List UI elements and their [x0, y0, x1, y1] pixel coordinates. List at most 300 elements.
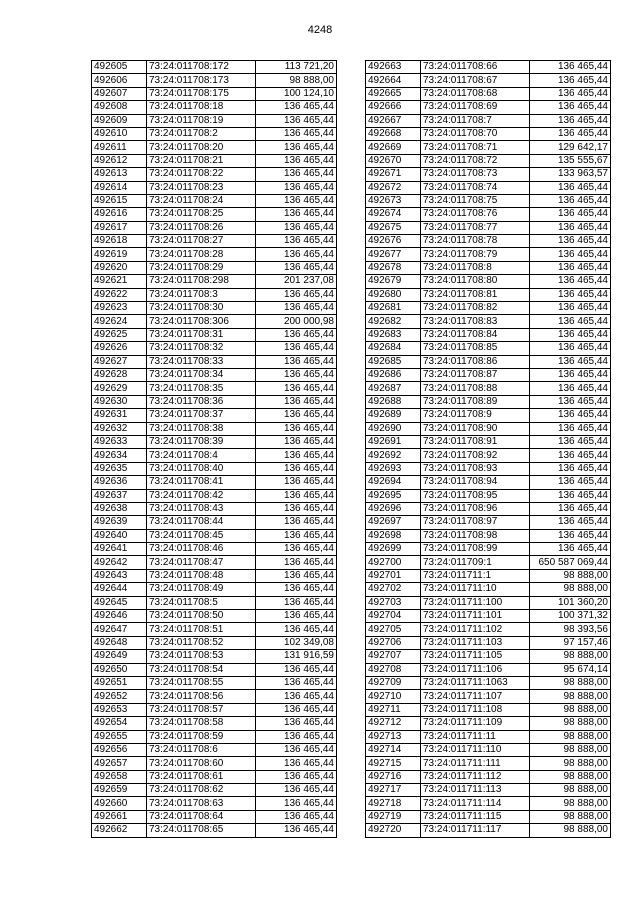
table-row	[366, 489, 611, 502]
table-row	[92, 717, 337, 730]
record-number: 492703	[366, 596, 421, 609]
record-number: 492689	[366, 409, 421, 422]
cadastral-value: 98 888,00	[530, 730, 611, 743]
cadastral-number: 73:24:011711:111	[421, 757, 530, 770]
table-row	[366, 676, 611, 689]
cadastral-number: 73:24:011708:32	[147, 342, 256, 355]
table-row	[92, 342, 337, 355]
table-row	[366, 610, 611, 623]
record-number: 492694	[366, 476, 421, 489]
cadastral-value: 98 888,00	[530, 690, 611, 703]
cadastral-value: 136 465,44	[530, 101, 611, 114]
cadastral-value: 136 465,44	[256, 797, 337, 810]
record-number: 492626	[92, 342, 147, 355]
record-number: 492658	[92, 770, 147, 783]
cadastral-number: 73:24:011708:70	[421, 127, 530, 140]
cadastral-value: 98 888,00	[530, 650, 611, 663]
cadastral-number: 73:24:011711:10	[421, 583, 530, 596]
cadastral-value: 136 465,44	[256, 543, 337, 556]
cadastral-number: 73:24:011708:46	[147, 543, 256, 556]
record-number: 492668	[366, 127, 421, 140]
cadastral-value: 136 465,44	[530, 462, 611, 475]
table-row	[92, 87, 337, 100]
table-row	[366, 770, 611, 783]
table-row	[366, 382, 611, 395]
table-row	[92, 650, 337, 663]
table-row	[92, 516, 337, 529]
table-row	[366, 502, 611, 515]
table-row	[366, 784, 611, 797]
cadastral-number: 73:24:011711:11	[421, 730, 530, 743]
cadastral-number: 73:24:011711:107	[421, 690, 530, 703]
cadastral-value: 136 465,44	[256, 502, 337, 515]
cadastral-number: 73:24:011711:102	[421, 623, 530, 636]
record-number: 492608	[92, 101, 147, 114]
table-row	[366, 235, 611, 248]
cadastral-value: 133 963,57	[530, 168, 611, 181]
cadastral-value: 136 465,44	[256, 261, 337, 274]
table-row	[92, 583, 337, 596]
table-row	[92, 208, 337, 221]
table-row	[366, 717, 611, 730]
cadastral-number: 73:24:011708:66	[421, 61, 530, 74]
cadastral-number: 73:24:011708:75	[421, 194, 530, 207]
record-number: 492624	[92, 315, 147, 328]
cadastral-number: 73:24:011708:90	[421, 422, 530, 435]
table-row	[366, 824, 611, 837]
record-number: 492706	[366, 636, 421, 649]
cadastral-number: 73:24:011708:80	[421, 275, 530, 288]
table-row	[366, 221, 611, 234]
record-number: 492639	[92, 516, 147, 529]
record-number: 492612	[92, 154, 147, 167]
record-number: 492687	[366, 382, 421, 395]
cadastral-number: 73:24:011708:4	[147, 449, 256, 462]
table-row	[366, 757, 611, 770]
cadastral-number: 73:24:011708:97	[421, 516, 530, 529]
cadastral-number: 73:24:011708:172	[147, 61, 256, 74]
record-number: 492634	[92, 449, 147, 462]
table-row	[92, 824, 337, 837]
record-number: 492644	[92, 583, 147, 596]
record-number: 492660	[92, 797, 147, 810]
table-row	[92, 556, 337, 569]
cadastral-number: 73:24:011708:91	[421, 435, 530, 448]
cadastral-number: 73:24:011708:39	[147, 435, 256, 448]
table-row	[92, 221, 337, 234]
record-number: 492622	[92, 288, 147, 301]
table-row	[366, 368, 611, 381]
cadastral-value: 136 465,44	[530, 422, 611, 435]
cadastral-value: 100 371,32	[530, 610, 611, 623]
cadastral-number: 73:24:011708:81	[421, 288, 530, 301]
table-row	[92, 636, 337, 649]
cadastral-number: 73:24:011708:54	[147, 663, 256, 676]
cadastral-number: 73:24:011711:117	[421, 824, 530, 837]
record-number: 492653	[92, 703, 147, 716]
record-number: 492636	[92, 476, 147, 489]
table-row	[92, 663, 337, 676]
table-row	[366, 328, 611, 341]
record-number: 492693	[366, 462, 421, 475]
table-row	[366, 302, 611, 315]
table-row	[366, 288, 611, 301]
cadastral-number: 73:24:011708:30	[147, 302, 256, 315]
table-row	[92, 757, 337, 770]
table-row	[92, 261, 337, 274]
table-row	[366, 87, 611, 100]
cadastral-value: 95 674,14	[530, 663, 611, 676]
cadastral-number: 73:24:011708:58	[147, 717, 256, 730]
cadastral-value: 98 888,00	[530, 703, 611, 716]
table-row	[92, 623, 337, 636]
cadastral-number: 73:24:011708:23	[147, 181, 256, 194]
table-row	[366, 583, 611, 596]
record-number: 492616	[92, 208, 147, 221]
record-number: 492712	[366, 717, 421, 730]
cadastral-number: 73:24:011711:1063	[421, 676, 530, 689]
cadastral-value: 136 465,44	[256, 449, 337, 462]
cadastral-value: 136 465,44	[530, 275, 611, 288]
table-row	[366, 61, 611, 74]
table-row	[92, 248, 337, 261]
cadastral-number: 73:24:011708:71	[421, 141, 530, 154]
cadastral-number: 73:24:011708:2	[147, 127, 256, 140]
cadastral-value: 98 888,00	[530, 569, 611, 582]
table-row	[92, 797, 337, 810]
cadastral-value: 136 465,44	[530, 382, 611, 395]
record-number: 492697	[366, 516, 421, 529]
cadastral-number: 73:24:011708:93	[421, 462, 530, 475]
cadastral-number: 73:24:011708:6	[147, 743, 256, 756]
record-number: 492683	[366, 328, 421, 341]
cadastral-value: 97 157,46	[530, 636, 611, 649]
table-row	[366, 650, 611, 663]
cadastral-number: 73:24:011708:74	[421, 181, 530, 194]
cadastral-value: 136 465,44	[256, 516, 337, 529]
cadastral-value: 98 888,00	[530, 797, 611, 810]
cadastral-number: 73:24:011708:78	[421, 235, 530, 248]
cadastral-value: 136 465,44	[256, 422, 337, 435]
record-number: 492666	[366, 101, 421, 114]
cadastral-value: 136 465,44	[256, 342, 337, 355]
cadastral-number: 73:24:011708:173	[147, 74, 256, 87]
record-number: 492710	[366, 690, 421, 703]
table-row	[92, 194, 337, 207]
record-number: 492676	[366, 235, 421, 248]
table-row	[366, 810, 611, 823]
table-row	[92, 154, 337, 167]
cadastral-number: 73:24:011708:64	[147, 810, 256, 823]
table-row	[92, 114, 337, 127]
cadastral-number: 73:24:011708:88	[421, 382, 530, 395]
record-number: 492672	[366, 181, 421, 194]
cadastral-number: 73:24:011708:83	[421, 315, 530, 328]
cadastral-value: 136 465,44	[256, 556, 337, 569]
table-row	[366, 596, 611, 609]
cadastral-value: 136 465,44	[256, 168, 337, 181]
cadastral-number: 73:24:011708:63	[147, 797, 256, 810]
cadastral-number: 73:24:011711:103	[421, 636, 530, 649]
cadastral-value: 136 465,44	[256, 235, 337, 248]
table-row	[92, 328, 337, 341]
cadastral-value: 136 465,44	[256, 824, 337, 837]
table-row	[366, 275, 611, 288]
cadastral-number: 73:24:011708:21	[147, 154, 256, 167]
cadastral-number: 73:24:011708:55	[147, 676, 256, 689]
cadastral-value: 98 888,00	[530, 824, 611, 837]
table-row	[366, 181, 611, 194]
cadastral-number: 73:24:011708:29	[147, 261, 256, 274]
record-number: 492614	[92, 181, 147, 194]
cadastral-value: 136 465,44	[256, 435, 337, 448]
cadastral-number: 73:24:011708:87	[421, 368, 530, 381]
record-number: 492714	[366, 743, 421, 756]
table-row	[366, 516, 611, 529]
cadastral-number: 73:24:011711:114	[421, 797, 530, 810]
record-number: 492671	[366, 168, 421, 181]
cadastral-value: 136 465,44	[530, 127, 611, 140]
cadastral-number: 73:24:011708:7	[421, 114, 530, 127]
cadastral-value: 98 888,00	[530, 784, 611, 797]
table-row	[92, 168, 337, 181]
cadastral-number: 73:24:011708:9	[421, 409, 530, 422]
record-number: 492640	[92, 529, 147, 542]
record-number: 492630	[92, 395, 147, 408]
record-number: 492695	[366, 489, 421, 502]
table-row	[366, 315, 611, 328]
cadastral-number: 73:24:011708:77	[421, 221, 530, 234]
cadastral-number: 73:24:011708:86	[421, 355, 530, 368]
record-number: 492709	[366, 676, 421, 689]
table-row	[92, 409, 337, 422]
table-row	[92, 529, 337, 542]
record-number: 492618	[92, 235, 147, 248]
cadastral-number: 73:24:011708:38	[147, 422, 256, 435]
table-row	[366, 797, 611, 810]
table-row	[366, 208, 611, 221]
cadastral-value: 98 888,00	[530, 757, 611, 770]
cadastral-value: 136 465,44	[530, 315, 611, 328]
table-row	[92, 690, 337, 703]
record-number: 492685	[366, 355, 421, 368]
record-number: 492702	[366, 583, 421, 596]
table-row	[366, 74, 611, 87]
cadastral-value: 100 124,10	[256, 87, 337, 100]
cadastral-value: 136 465,44	[256, 154, 337, 167]
record-number: 492647	[92, 623, 147, 636]
record-number: 492643	[92, 569, 147, 582]
record-number: 492684	[366, 342, 421, 355]
table-row	[366, 409, 611, 422]
cadastral-number: 73:24:011708:79	[421, 248, 530, 261]
cadastral-value: 98 888,00	[530, 717, 611, 730]
table-row	[366, 663, 611, 676]
cadastral-number: 73:24:011708:57	[147, 703, 256, 716]
record-number: 492708	[366, 663, 421, 676]
right-register-table	[365, 60, 611, 838]
record-number: 492649	[92, 650, 147, 663]
record-number: 492698	[366, 529, 421, 542]
record-number: 492686	[366, 368, 421, 381]
cadastral-number: 73:24:011708:98	[421, 529, 530, 542]
table-row	[92, 476, 337, 489]
cadastral-value: 136 465,44	[530, 74, 611, 87]
cadastral-number: 73:24:011711:113	[421, 784, 530, 797]
cadastral-number: 73:24:011708:8	[421, 261, 530, 274]
cadastral-number: 73:24:011708:18	[147, 101, 256, 114]
record-number: 492656	[92, 743, 147, 756]
record-number: 492657	[92, 757, 147, 770]
cadastral-number: 73:24:011708:43	[147, 502, 256, 515]
cadastral-value: 136 465,44	[530, 302, 611, 315]
cadastral-value: 136 465,44	[256, 596, 337, 609]
table-row	[366, 141, 611, 154]
cadastral-value: 136 465,44	[530, 328, 611, 341]
cadastral-number: 73:24:011709:1	[421, 556, 530, 569]
record-number: 492691	[366, 435, 421, 448]
cadastral-value: 136 465,44	[256, 328, 337, 341]
record-number: 492701	[366, 569, 421, 582]
cadastral-number: 73:24:011708:73	[421, 168, 530, 181]
cadastral-value: 136 465,44	[530, 288, 611, 301]
cadastral-value: 200 000,98	[256, 315, 337, 328]
cadastral-value: 136 465,44	[256, 676, 337, 689]
cadastral-value: 136 465,44	[530, 208, 611, 221]
cadastral-value: 98 393,56	[530, 623, 611, 636]
record-number: 492617	[92, 221, 147, 234]
table-row	[92, 610, 337, 623]
cadastral-number: 73:24:011708:44	[147, 516, 256, 529]
cadastral-value: 98 888,00	[530, 743, 611, 756]
cadastral-value: 136 465,44	[530, 355, 611, 368]
cadastral-number: 73:24:011708:25	[147, 208, 256, 221]
table-row	[92, 596, 337, 609]
cadastral-number: 73:24:011708:33	[147, 355, 256, 368]
record-number: 492651	[92, 676, 147, 689]
cadastral-number: 73:24:011711:105	[421, 650, 530, 663]
cadastral-number: 73:24:011708:20	[147, 141, 256, 154]
record-number: 492611	[92, 141, 147, 154]
cadastral-value: 136 465,44	[256, 663, 337, 676]
cadastral-number: 73:24:011708:48	[147, 569, 256, 582]
cadastral-number: 73:24:011711:115	[421, 810, 530, 823]
cadastral-value: 136 465,44	[256, 101, 337, 114]
cadastral-value: 136 465,44	[530, 87, 611, 100]
record-number: 492682	[366, 315, 421, 328]
record-number: 492715	[366, 757, 421, 770]
cadastral-value: 136 465,44	[530, 235, 611, 248]
record-number: 492704	[366, 610, 421, 623]
cadastral-value: 136 465,44	[256, 489, 337, 502]
cadastral-value: 136 465,44	[256, 529, 337, 542]
cadastral-value: 129 642,17	[530, 141, 611, 154]
table-row	[366, 422, 611, 435]
cadastral-value: 136 465,44	[256, 569, 337, 582]
record-number: 492669	[366, 141, 421, 154]
cadastral-number: 73:24:011708:59	[147, 730, 256, 743]
cadastral-value: 136 465,44	[256, 302, 337, 315]
table-row	[92, 302, 337, 315]
table-row	[366, 355, 611, 368]
record-number: 492677	[366, 248, 421, 261]
record-number: 492633	[92, 435, 147, 448]
cadastral-number: 73:24:011711:101	[421, 610, 530, 623]
table-row	[92, 395, 337, 408]
cadastral-number: 73:24:011708:40	[147, 462, 256, 475]
record-number: 492615	[92, 194, 147, 207]
record-number: 492659	[92, 784, 147, 797]
cadastral-value: 136 465,44	[256, 409, 337, 422]
cadastral-number: 73:24:011708:69	[421, 101, 530, 114]
record-number: 492648	[92, 636, 147, 649]
table-row	[92, 543, 337, 556]
record-number: 492679	[366, 275, 421, 288]
cadastral-number: 73:24:011708:89	[421, 395, 530, 408]
record-number: 492610	[92, 127, 147, 140]
table-row	[92, 368, 337, 381]
record-number: 492605	[92, 61, 147, 74]
cadastral-value: 136 465,44	[256, 730, 337, 743]
record-number: 492641	[92, 543, 147, 556]
cadastral-number: 73:24:011708:42	[147, 489, 256, 502]
table-row	[366, 248, 611, 261]
table-row	[92, 703, 337, 716]
record-number: 492688	[366, 395, 421, 408]
cadastral-value: 136 465,44	[530, 221, 611, 234]
record-number: 492635	[92, 462, 147, 475]
cadastral-value: 136 465,44	[530, 368, 611, 381]
table-row	[92, 810, 337, 823]
cadastral-number: 73:24:011708:62	[147, 784, 256, 797]
table-row	[92, 382, 337, 395]
cadastral-number: 73:24:011708:45	[147, 529, 256, 542]
cadastral-value: 136 465,44	[256, 784, 337, 797]
table-row	[366, 114, 611, 127]
table-row	[92, 74, 337, 87]
cadastral-value: 136 465,44	[256, 757, 337, 770]
cadastral-value: 136 465,44	[256, 288, 337, 301]
cadastral-value: 136 465,44	[530, 409, 611, 422]
table-row	[92, 489, 337, 502]
table-row	[92, 61, 337, 74]
cadastral-value: 136 465,44	[530, 181, 611, 194]
cadastral-value: 136 465,44	[530, 194, 611, 207]
record-number: 492629	[92, 382, 147, 395]
record-number: 492711	[366, 703, 421, 716]
record-number: 492675	[366, 221, 421, 234]
cadastral-value: 136 465,44	[256, 743, 337, 756]
table-row	[92, 676, 337, 689]
record-number: 492620	[92, 261, 147, 274]
cadastral-number: 73:24:011708:36	[147, 395, 256, 408]
record-number: 492625	[92, 328, 147, 341]
record-number: 492621	[92, 275, 147, 288]
cadastral-number: 73:24:011708:53	[147, 650, 256, 663]
cadastral-value: 136 465,44	[256, 717, 337, 730]
record-number: 492631	[92, 409, 147, 422]
record-number: 492652	[92, 690, 147, 703]
cadastral-value: 98 888,00	[256, 74, 337, 87]
cadastral-value: 113 721,20	[256, 61, 337, 74]
page-number: 4248	[307, 24, 333, 36]
cadastral-number: 73:24:011708:95	[421, 489, 530, 502]
cadastral-number: 73:24:011708:298	[147, 275, 256, 288]
cadastral-value: 136 465,44	[530, 395, 611, 408]
record-number: 492718	[366, 797, 421, 810]
cadastral-value: 136 465,44	[256, 114, 337, 127]
cadastral-value: 136 465,44	[530, 342, 611, 355]
